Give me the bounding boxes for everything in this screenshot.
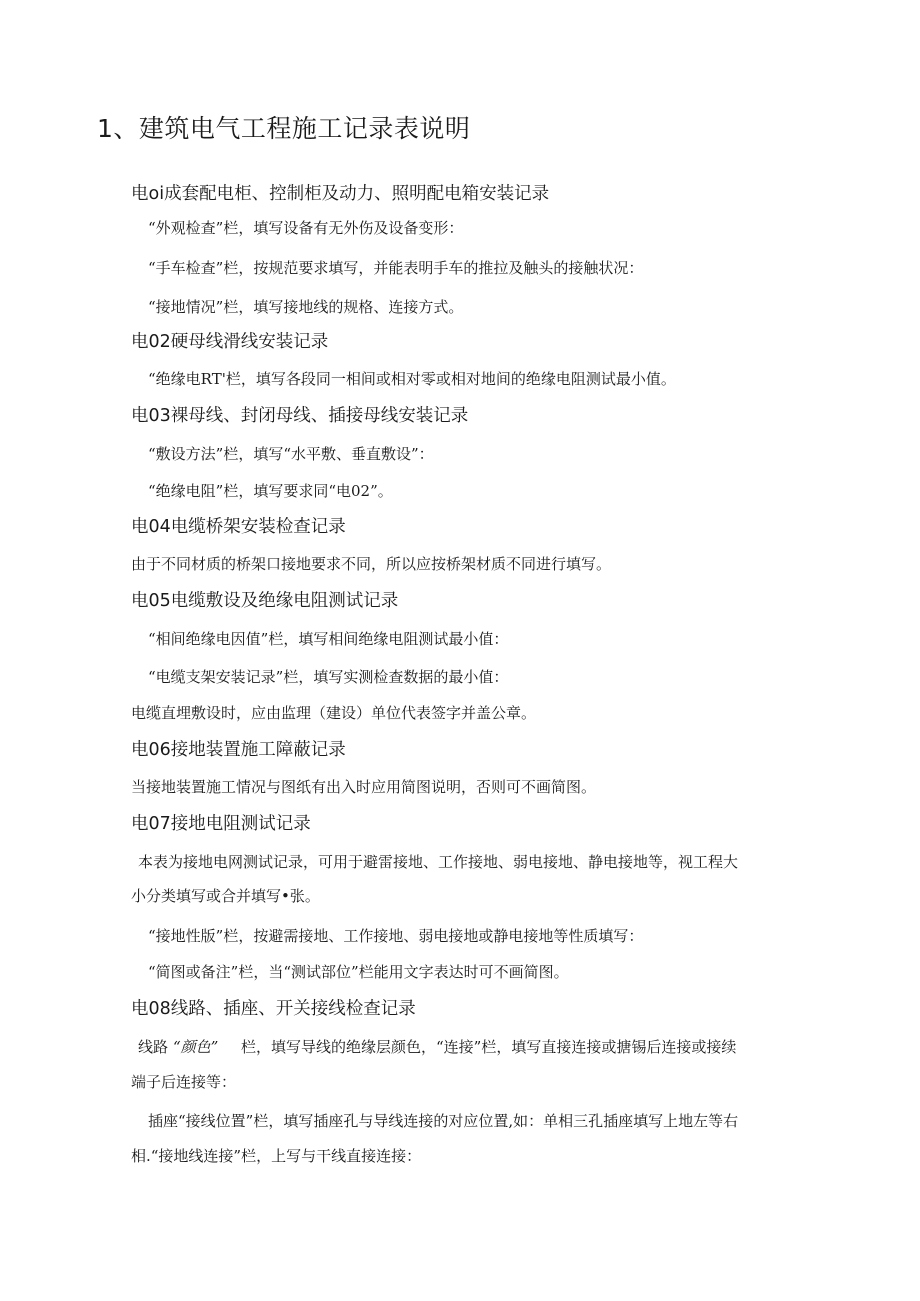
section-heading-08: 电08线路、插座、开关接线检查记录	[131, 999, 416, 1019]
section-heading-01: 电oi成套配电柜、控制柜及动力、照明配电箱安装记录	[131, 184, 550, 204]
paragraph: 当接地装置施工情况与图纸有出入时应用简图说明，否则可不画简图。	[131, 778, 597, 796]
paragraph-prefix: 线路	[138, 1038, 169, 1056]
section-heading-04: 电04电缆桥架安装检查记录	[131, 517, 346, 537]
paragraph: “电缆支架安装记录”栏，填写实测检查数据的最小值：	[148, 668, 509, 686]
paragraph: “接地性版”栏，按避需接地、工作接地、弱电接地或静电接地等性质填写：	[148, 927, 644, 945]
section-heading-07: 电07接地电阻测试记录	[131, 814, 311, 834]
paragraph-emphasis: “颜色”	[173, 1038, 219, 1056]
paragraph: “绝缘电RT'栏，填写各段同一相间或相对零或相对地间的绝缘电阻测试最小值。	[148, 370, 676, 388]
paragraph: “手车检查”栏，按规范要求填写，并能表明手车的推拉及触头的接触状况：	[148, 259, 644, 277]
section-heading-05: 电05电缆敷设及绝缘电阻测试记录	[131, 591, 399, 611]
paragraph: “外观检查”栏，填写设备有无外伤及设备变形：	[148, 219, 464, 237]
paragraph: 由于不同材质的桥架口接地要求不同，所以应按桥架材质不同进行填写。	[131, 555, 612, 573]
paragraph: 插座“接线位置”栏，填写插座孔与导线连接的对应位置,如：单相三孔插座填写上地左等右	[148, 1112, 739, 1130]
paragraph: 相.“接地线连接”栏，上写与干线直接连接：	[131, 1147, 422, 1165]
paragraph: 小分类填写或合并填写•张。	[131, 887, 320, 905]
document-title: 1、建筑电气工程施工记录表说明	[97, 114, 471, 143]
section-heading-02: 电02硬母线滑线安装记录	[131, 332, 329, 352]
paragraph: “简图或备注”栏，当“测试部位”栏能用文字表达时可不画简图。	[148, 963, 569, 981]
paragraph: 端子后连接等：	[131, 1073, 237, 1091]
paragraph: 电缆直埋敷设时，应由监理（建设）单位代表签字并盖公章。	[131, 704, 537, 722]
section-heading-03: 电03裸母线、封闭母线、插接母线安装记录	[131, 406, 469, 426]
section-heading-06: 电06接地装置施工障蔽记录	[131, 740, 346, 760]
paragraph: “相间绝缘电因值”栏，填写相间绝缘电阻测试最小值：	[148, 630, 509, 648]
paragraph: 栏，填写导线的绝缘层颜色，“连接”栏，填写直接连接或搪锡后连接或接续	[241, 1038, 737, 1056]
paragraph: “绝缘电阻”栏，填写要求同“电02”。	[148, 482, 393, 500]
paragraph: 本表为接地电网测试记录，可用于避雷接地、工作接地、弱电接地、静电接地等，视工程大	[138, 853, 739, 871]
paragraph: “敷设方法”栏，填写“水平敷、垂直敷设”：	[148, 445, 434, 463]
paragraph: “接地情况”栏，填写接地线的规格、连接方式。	[148, 298, 464, 316]
